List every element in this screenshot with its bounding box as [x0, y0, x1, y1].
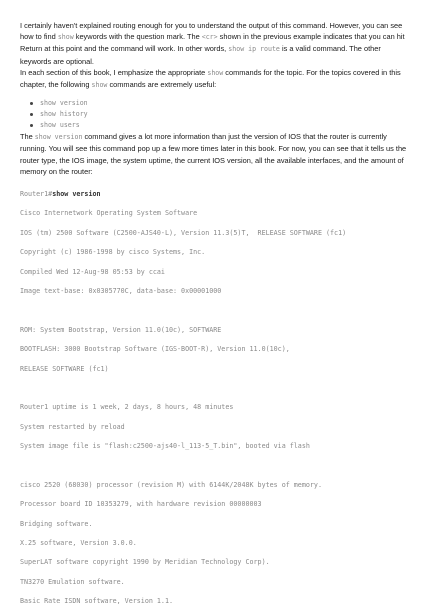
output-line: Bridging software.: [20, 519, 93, 528]
document-page: [20, 20, 408, 612]
output-line: Cisco Internetwork Operating System Software: [20, 209, 198, 218]
paragraph-show-commands-intro: [20, 67, 408, 91]
prompt-command: show version: [52, 190, 101, 199]
output-line: cisco 2520 (68030) processor (revision M) with 6144K/2048K bytes of memory.: [20, 480, 322, 489]
output-line: Image text-base: 0x0305770C, data-base: 0x00001000: [20, 286, 222, 295]
inline-code-cr: <cr>: [201, 33, 218, 42]
output-line: ROM: System Bootstrap, Version 11.0(10c), SOFTWARE: [20, 325, 222, 334]
output-line: SuperLAT software copyright 1990 by Meridian Technology Corp).: [20, 558, 270, 567]
para3-text-1: command gives a lot more information than just the version of IOS that the router is currently running. You will see this command pop up a few more times later in this book. For now, you can see that it tells us the router type, the IOS image, the system uptime, the current IOS version, all the available interfaces, and the amount of memory on the router:: [20, 132, 407, 176]
output-line: Processor board ID 10353279, with hardware revision 00000003: [20, 500, 262, 509]
para2-text-1: In each section of this book, I emphasize the appropriate: [20, 67, 208, 77]
router-prompt-line: [20, 185, 408, 204]
show-version-output: [20, 185, 408, 612]
output-line: BOOTFLASH: 3000 Bootstrap Software (IGS-BOOT-R), Version 11.0(10c),: [20, 345, 290, 354]
output-line: IOS (tm) 2500 Software (C2500-AJS40-L), Version 11.3(5)T, RELEASE SOFTWARE (fc1): [20, 228, 347, 237]
blank-line: [20, 457, 408, 476]
output-line: RELEASE SOFTWARE (fc1): [20, 364, 109, 373]
para1-text-3: shown in the previous example indicates that you can hit Return at this point and the command will work. In other words,: [20, 32, 405, 54]
output-line: System restarted by reload: [20, 422, 125, 431]
inline-code-show-version: show version: [34, 133, 83, 142]
paragraph-routing-explanation: [20, 20, 408, 67]
list-item: show history: [40, 109, 408, 120]
inline-code-show: show: [91, 81, 108, 90]
output-line: Compiled Wed 12-Aug-98 05:53 by ccai: [20, 267, 165, 276]
output-line: TN3270 Emulation software.: [20, 577, 125, 586]
inline-code-show: show: [57, 33, 74, 42]
para2-text-3: commands are extremely useful:: [107, 80, 217, 90]
blank-line: [20, 379, 408, 398]
inline-code-show-ip-route: show ip route: [228, 45, 280, 54]
output-line: Router1 uptime is 1 week, 2 days, 8 hours, 48 minutes: [20, 403, 234, 412]
output-line: Copyright (c) 1986-1998 by cisco Systems, Inc.: [20, 248, 206, 257]
router-prompt: Router1#: [20, 190, 53, 199]
output-lines: [20, 204, 408, 611]
paragraph-show-version-description: [20, 131, 408, 177]
list-item: show users: [40, 120, 408, 131]
blank-line: [20, 301, 408, 320]
para2-text-2: commands for the topic. For the topics covered in this chapter, the following: [20, 67, 401, 90]
show-commands-list: [20, 98, 408, 131]
para1-text-4: is a valid command. The other keywords are optional.: [20, 44, 381, 66]
para1-text-2: keywords with the question mark. The: [73, 32, 202, 42]
para3-text-0: The: [20, 132, 35, 142]
list-item: show version: [40, 98, 408, 109]
output-line: X.25 software, Version 3.0.0.: [20, 539, 137, 548]
para1-text-1: I certainly haven't explained routing enough for you to understand the output of this command. However, you can see how to find: [20, 21, 403, 42]
output-line: System image file is "flash:c2500-ajs40-l_113-5_T.bin", booted via flash: [20, 442, 310, 451]
inline-code-show: show: [207, 68, 224, 77]
output-line: Basic Rate ISDN software, Version 1.1.: [20, 597, 173, 606]
